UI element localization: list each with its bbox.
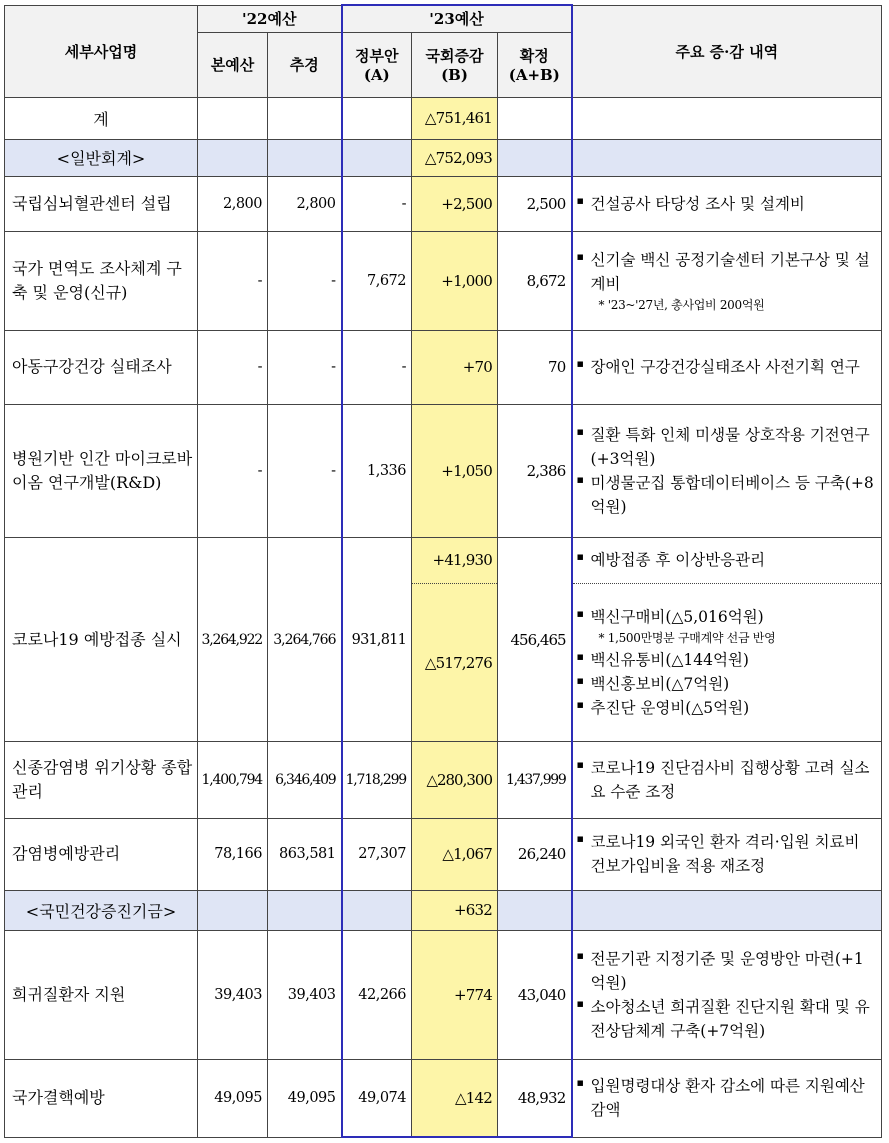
gov-proposal: 49,074 bbox=[342, 1060, 412, 1137]
supplementary: - bbox=[268, 331, 342, 404]
header-notes: 주요 증·감 내역 bbox=[572, 5, 882, 97]
notes-cell bbox=[572, 232, 882, 331]
final-budget: 2,386 bbox=[498, 404, 572, 537]
notes-cell bbox=[572, 404, 882, 537]
note-item: ▪ 건설공사 타당성 조사 및 설계비 bbox=[577, 192, 875, 216]
notes-cell bbox=[572, 176, 882, 231]
assembly-change: +2,500 bbox=[412, 176, 498, 231]
final-budget: 456,465 bbox=[498, 537, 572, 742]
project-name: 코로나19 예방접종 실시 bbox=[5, 537, 198, 742]
notes-cell bbox=[572, 331, 882, 404]
gov-proposal: 1,336 bbox=[342, 404, 412, 537]
gov-proposal: 27,307 bbox=[342, 818, 412, 890]
notes-cell bbox=[572, 537, 882, 583]
health-fund-change: +632 bbox=[412, 890, 498, 930]
assembly-change-increase: +41,930 bbox=[412, 537, 498, 583]
assembly-change: △280,300 bbox=[412, 742, 498, 818]
budget-table bbox=[4, 4, 882, 1138]
note-item: ▪ 신기술 백신 공정기술센터 기본구상 및 설계비 bbox=[577, 248, 875, 296]
table-row bbox=[5, 331, 882, 404]
main-budget: 2,800 bbox=[198, 176, 268, 231]
project-name: 신종감염병 위기상황 종합관리 bbox=[5, 742, 198, 818]
supplementary: 6,346,409 bbox=[268, 742, 342, 818]
total-label: 계 bbox=[5, 97, 198, 139]
gov-proposal: 42,266 bbox=[342, 930, 412, 1059]
header-main-budget: 본예산 bbox=[198, 32, 268, 97]
table-row bbox=[5, 232, 882, 331]
project-name: 병원기반 인간 마이크로바이옴 연구개발(R&D) bbox=[5, 404, 198, 537]
supplementary: 39,403 bbox=[268, 930, 342, 1059]
note-item: ▪ 백신홍보비(△7억원) bbox=[577, 672, 875, 696]
note-item: ▪ 전문기관 지정기준 및 운영방안 마련(+1억원) bbox=[577, 947, 875, 995]
table-row bbox=[5, 930, 882, 1059]
table-row bbox=[5, 176, 882, 231]
assembly-change: +70 bbox=[412, 331, 498, 404]
note-item: ▪ 코로나19 진단검사비 집행상황 고려 실소요 수준 조정 bbox=[577, 756, 875, 804]
gov-proposal: 1,718,299 bbox=[342, 742, 412, 818]
final-budget: 43,040 bbox=[498, 930, 572, 1059]
main-budget: 49,095 bbox=[198, 1060, 268, 1137]
final-budget: 48,932 bbox=[498, 1060, 572, 1137]
main-budget: - bbox=[198, 404, 268, 537]
main-budget: 1,400,794 bbox=[198, 742, 268, 818]
project-name: 국립심뇌혈관센터 설립 bbox=[5, 176, 198, 231]
table-row bbox=[5, 742, 882, 818]
notes-cell bbox=[572, 818, 882, 890]
project-name: 국가결핵예방 bbox=[5, 1060, 198, 1137]
header-supplementary: 추경 bbox=[268, 32, 342, 97]
project-name: 아동구강건강 실태조사 bbox=[5, 331, 198, 404]
note-subnote: * '23~'27년, 총사업비 200억원 bbox=[598, 297, 765, 312]
header-gov-proposal: 정부안 (A) bbox=[342, 32, 412, 97]
table-row bbox=[5, 818, 882, 890]
project-name: 감염병예방관리 bbox=[5, 818, 198, 890]
assembly-change: +774 bbox=[412, 930, 498, 1059]
notes-cell bbox=[572, 1060, 882, 1137]
header-project: 세부사업명 bbox=[5, 5, 198, 97]
project-name: 희귀질환자 지원 bbox=[5, 930, 198, 1059]
note-item: ▪ 입원명령대상 환자 감소에 따른 지원예산 감액 bbox=[577, 1074, 875, 1122]
assembly-change: +1,000 bbox=[412, 232, 498, 331]
section-health-fund bbox=[5, 890, 882, 930]
notes-cell bbox=[572, 742, 882, 818]
supplementary: 49,095 bbox=[268, 1060, 342, 1137]
final-budget: 8,672 bbox=[498, 232, 572, 331]
supplementary: - bbox=[268, 232, 342, 331]
note-item: ▪ 백신구매비(△5,016억원) bbox=[577, 605, 875, 629]
table-row bbox=[5, 1060, 882, 1137]
final-budget: 2,500 bbox=[498, 176, 572, 231]
supplementary: 863,581 bbox=[268, 818, 342, 890]
note-item: ▪ 추진단 운영비(△5억원) bbox=[577, 696, 875, 720]
table-row bbox=[5, 537, 882, 583]
final-budget: 26,240 bbox=[498, 818, 572, 890]
notes-cell bbox=[572, 930, 882, 1059]
header-final: 확정 (A+B) bbox=[498, 32, 572, 97]
gov-proposal: - bbox=[342, 331, 412, 404]
assembly-change: △142 bbox=[412, 1060, 498, 1137]
main-budget: 39,403 bbox=[198, 930, 268, 1059]
supplementary: 2,800 bbox=[268, 176, 342, 231]
final-budget: 70 bbox=[498, 331, 572, 404]
project-name: 국가 면역도 조사체계 구축 및 운영(신규) bbox=[5, 232, 198, 331]
note-item: ▪ 장애인 구강건강실태조사 사전기획 연구 bbox=[577, 355, 875, 379]
total-row bbox=[5, 97, 882, 139]
assembly-change: △1,067 bbox=[412, 818, 498, 890]
notes-cell bbox=[572, 583, 882, 741]
note-item: ▪ 백신유통비(△144억원) bbox=[577, 648, 875, 672]
general-account-label: <일반회계> bbox=[5, 139, 198, 176]
note-item: ▪ 예방접종 후 이상반응관리 bbox=[577, 548, 875, 572]
main-budget: - bbox=[198, 232, 268, 331]
header-budget23: '23예산 bbox=[342, 5, 572, 32]
note-item: ▪ 코로나19 외국인 환자 격리·입원 치료비 건보가입비율 적용 재조정 bbox=[577, 830, 875, 878]
final-budget: 1,437,999 bbox=[498, 742, 572, 818]
gov-proposal: 931,811 bbox=[342, 537, 412, 742]
general-account-change: △752,093 bbox=[412, 139, 498, 176]
gov-proposal: 7,672 bbox=[342, 232, 412, 331]
main-budget: 3,264,922 bbox=[198, 537, 268, 742]
main-budget: - bbox=[198, 331, 268, 404]
note-subnote: * 1,500만명분 구매계약 선금 반영 bbox=[598, 631, 776, 646]
note-item: ▪ 질환 특화 인체 미생물 상호작용 기전연구(+3억원) bbox=[577, 423, 875, 471]
supplementary: - bbox=[268, 404, 342, 537]
assembly-change: +1,050 bbox=[412, 404, 498, 537]
note-item: ▪ 소아청소년 희귀질환 진단지원 확대 및 유전상담체계 구축(+7억원) bbox=[577, 995, 875, 1043]
gov-proposal: - bbox=[342, 176, 412, 231]
supplementary: 3,264,766 bbox=[268, 537, 342, 742]
health-fund-label: <국민건강증진기금> bbox=[5, 890, 198, 930]
note-item: ▪ 미생물군집 통합데이터베이스 등 구축(+8억원) bbox=[577, 471, 875, 519]
main-budget: 78,166 bbox=[198, 818, 268, 890]
total-change: △751,461 bbox=[412, 97, 498, 139]
header-budget22: '22예산 bbox=[198, 5, 342, 32]
header-assembly-change: 국회증감 (B) bbox=[412, 32, 498, 97]
section-general-account bbox=[5, 139, 882, 176]
table-row bbox=[5, 404, 882, 537]
assembly-change-decrease: △517,276 bbox=[412, 583, 498, 741]
